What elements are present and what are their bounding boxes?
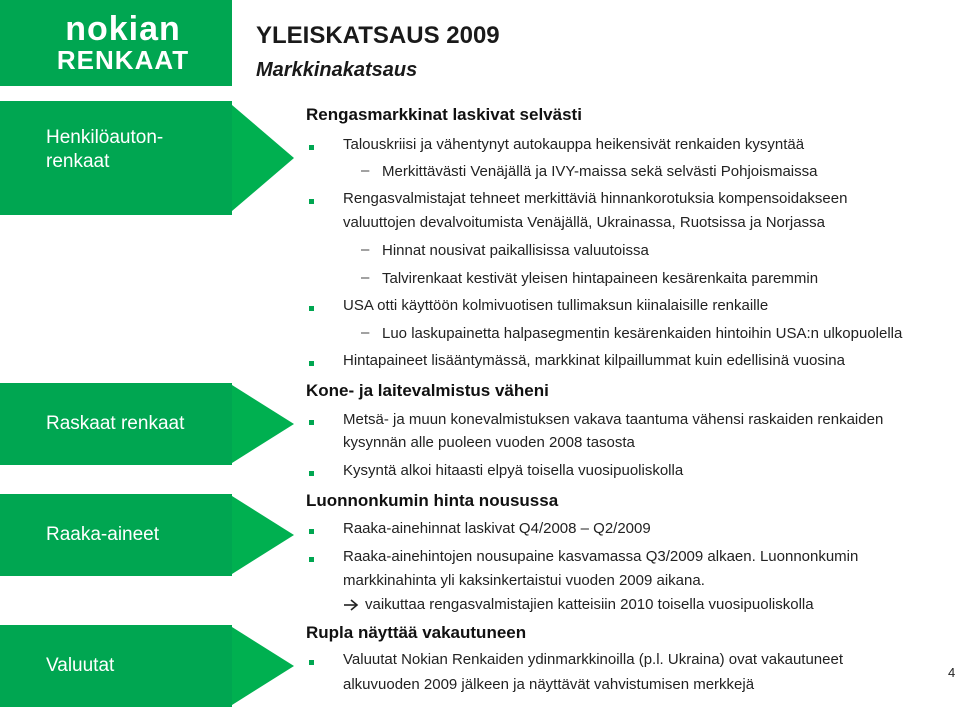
section-heading: Rengasmarkkinat laskivat selvästi [306, 105, 582, 124]
bullet-text-cont: valuuttojen devalvoitumista Venäjällä, Ukrainassa, Ruotsissa ja Norjassa [343, 214, 825, 231]
sidebar-item-passenger-tyres [0, 101, 232, 215]
sidebar-item-label-line2: renkaat [46, 151, 110, 172]
bullet-text: Talouskriisi ja vähentynyt autokauppa heikensivät renkaiden kysyntää [343, 136, 805, 153]
chevron-right-icon [232, 496, 294, 574]
sidebar-item-raw-materials [0, 494, 232, 576]
sidebar-item-label: Raskaat renkaat [46, 413, 185, 434]
page-number: 4 [948, 665, 956, 680]
sub-bullet-text: Merkittävästi Venäjällä ja IVY-maissa sekä selvästi Pohjoismaissa [382, 163, 818, 180]
bullet-icon [309, 660, 314, 665]
bullet-text: Kysyntä alkoi hitaasti elpyä toisella vuosipuoliskolla [343, 462, 684, 479]
dash-icon: – [361, 241, 370, 258]
page-title: YLEISKATSAUS 2009 [256, 22, 500, 49]
sidebar-item-label: Valuutat [46, 655, 115, 676]
sidebar-item-label: Raaka-aineet [46, 524, 160, 545]
bullet-text: Metsä- ja muun konevalmistuksen vakava taantuma vähensi raskaiden renkaiden [343, 411, 884, 428]
bullet-text: Rengasvalmistajat tehneet merkittäviä hinnankorotuksia kompensoidakseen [343, 190, 848, 207]
bullet-icon [309, 420, 314, 425]
chevron-right-icon [232, 105, 294, 211]
dash-icon: – [361, 324, 370, 341]
chevron-right-icon [232, 385, 294, 463]
arrow-text: vaikuttaa rengasvalmistajien katteisiin 2010 toisella vuosipuoliskolla [365, 596, 814, 613]
section-heading: Rupla näyttää vakautuneen [306, 623, 527, 642]
section-heading: Kone- ja laitevalmistus väheni [306, 381, 549, 400]
bullet-icon [309, 471, 314, 476]
sidebar-item-currencies [0, 625, 232, 707]
bullet-icon [309, 557, 314, 562]
bullet-icon [309, 145, 314, 150]
logo-subwordmark: RENKAAT [56, 45, 190, 75]
bullet-text: Raaka-ainehintojen nousupaine kasvamassa Q3/2009 alkaen. Luonnonkumin [343, 548, 859, 565]
bullet-text-cont: kysynnän alle puoleen vuoden 2008 tasosta [343, 434, 635, 451]
sidebar-item-label-line1: Henkilöauton- [46, 127, 164, 148]
bullet-text: Raaka-ainehinnat laskivat Q4/2008 – Q2/2009 [343, 520, 651, 537]
sidebar-item-heavy-tyres [0, 383, 232, 465]
arrow-right-icon [343, 598, 359, 612]
bullet-text-cont: alkuvuoden 2009 jälkeen ja näyttävät vahvistumisen merkkejä [343, 676, 755, 693]
bullet-text: Valuutat Nokian Renkaiden ydinmarkkinoilla (p.l. Ukraina) ovat vakautuneet [343, 651, 843, 668]
bullet-icon [309, 199, 314, 204]
section-heading: Luonnonkumin hinta nousussa [306, 491, 559, 510]
bullet-icon [309, 306, 314, 311]
chevron-right-icon [232, 627, 294, 705]
sub-bullet-text: Hinnat nousivat paikallisissa valuutoissa [382, 242, 649, 259]
brand-logo [0, 0, 232, 86]
bullet-icon [309, 361, 314, 366]
bullet-text: USA otti käyttöön kolmivuotisen tullimaksun kiinalaisille renkaille [343, 297, 769, 314]
dash-icon: – [361, 162, 370, 179]
logo-wordmark: nokian [65, 10, 181, 48]
sub-bullet-text: Luo laskupainetta halpasegmentin kesärenkaiden hintoihin USA:n ulkopuolella [382, 325, 903, 342]
bullet-text: Hintapaineet lisääntymässä, markkinat kilpaillummat kuin edellisinä vuosina [343, 352, 845, 369]
dash-icon: – [361, 269, 370, 286]
sub-bullet-text: Talvirenkaat kestivät yleisen hintapaineen kesärenkaita paremmin [382, 270, 819, 287]
bullet-icon [309, 529, 314, 534]
page-subtitle: Markkinakatsaus [256, 59, 418, 81]
bullet-text-cont: markkinahinta yli kaksinkertaistui vuoden 2009 aikana. [343, 572, 705, 589]
